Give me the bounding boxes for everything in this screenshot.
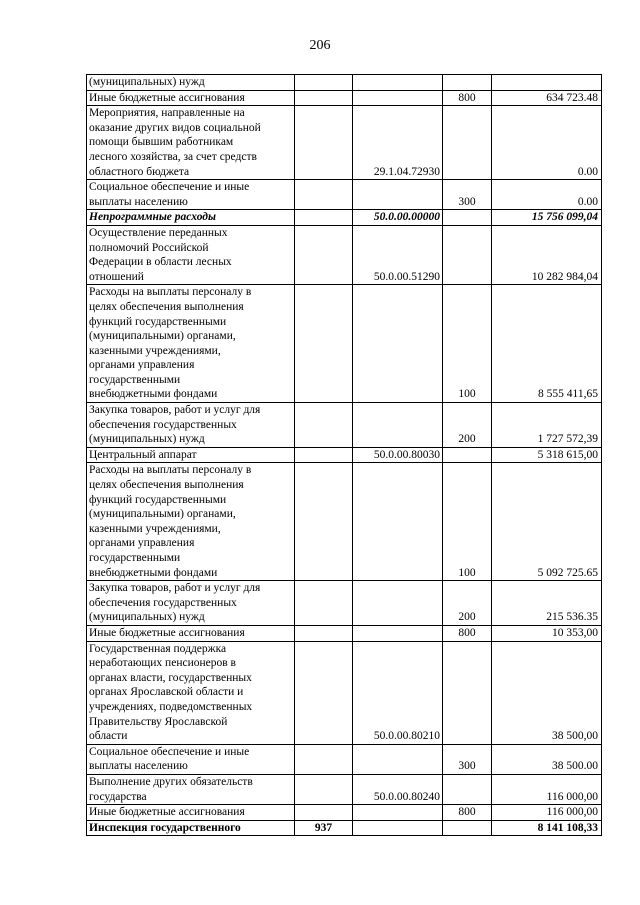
row-amount-cell: 38 500,00 [492, 641, 602, 744]
table-row [87, 210, 602, 226]
row-code-cell: 50.0.00.00000 [353, 210, 443, 226]
row-name-cell: (муниципальных) нужд [87, 75, 295, 91]
table-row [87, 805, 602, 821]
row-name-cell: Иные бюджетные ассигнования [87, 805, 295, 821]
row-amount-cell: 116 000,00 [492, 805, 602, 821]
table-row [87, 581, 602, 626]
row-amount-cell: 215 536.35 [492, 581, 602, 626]
row-amount-cell: 0.00 [492, 180, 602, 210]
row-type-cell: 300 [443, 744, 492, 774]
row-type-cell [443, 225, 492, 284]
row-type-cell: 800 [443, 90, 492, 106]
row-name-cell: Мероприятия, направленные на оказание других видов социальной помощи бывшим работникам лесного хозяйства, за счет средств областного бюджета [87, 106, 295, 180]
row-type-cell [443, 447, 492, 463]
table-row [87, 225, 602, 284]
row-type-cell [443, 641, 492, 744]
row-dept-cell: 937 [295, 820, 353, 836]
table-row [87, 75, 602, 91]
row-code-cell [353, 744, 443, 774]
budget-table [86, 74, 602, 836]
row-name-cell: Иные бюджетные ассигнования [87, 90, 295, 106]
table-row [87, 90, 602, 106]
row-amount-cell: 8 141 108,33 [492, 820, 602, 836]
row-dept-cell [295, 285, 353, 403]
row-dept-cell [295, 805, 353, 821]
row-amount-cell: 5 318 615,00 [492, 447, 602, 463]
row-dept-cell [295, 180, 353, 210]
row-type-cell: 800 [443, 805, 492, 821]
table-row [87, 463, 602, 581]
row-amount-cell: 0.00 [492, 106, 602, 180]
row-code-cell: 50.0.00.51290 [353, 225, 443, 284]
table-row [87, 180, 602, 210]
row-code-cell [353, 285, 443, 403]
table-row [87, 403, 602, 448]
row-type-cell: 100 [443, 285, 492, 403]
row-name-cell: Расходы на выплаты персоналу в целях обеспечения выполнения функций государственными (муниципальными) органами, казенными учреждениями, органами управления государственными внебюджетными фондами [87, 463, 295, 581]
row-amount-cell: 38 500.00 [492, 744, 602, 774]
budget-table-body [87, 75, 602, 836]
row-code-cell [353, 820, 443, 836]
row-name-cell: Закупка товаров, работ и услуг для обеспечения государственных (муниципальных) нужд [87, 581, 295, 626]
row-type-cell [443, 774, 492, 804]
row-dept-cell [295, 447, 353, 463]
table-row [87, 744, 602, 774]
row-dept-cell [295, 641, 353, 744]
row-name-cell: Выполнение других обязательств государства [87, 774, 295, 804]
row-code-cell: 50.0.00.80240 [353, 774, 443, 804]
row-code-cell [353, 180, 443, 210]
row-amount-cell: 1 727 572,39 [492, 403, 602, 448]
row-type-cell: 100 [443, 463, 492, 581]
row-name-cell: Социальное обеспечение и иные выплаты населению [87, 744, 295, 774]
table-row [87, 625, 602, 641]
table-row [87, 447, 602, 463]
row-amount-cell: 8 555 411,65 [492, 285, 602, 403]
row-dept-cell [295, 106, 353, 180]
row-amount-cell: 5 092 725.65 [492, 463, 602, 581]
row-amount-cell: 116 000,00 [492, 774, 602, 804]
row-code-cell [353, 75, 443, 91]
row-code-cell: 50.0.00.80210 [353, 641, 443, 744]
table-row [87, 285, 602, 403]
row-type-cell: 200 [443, 403, 492, 448]
table-row [87, 774, 602, 804]
row-amount-cell: 634 723.48 [492, 90, 602, 106]
row-dept-cell [295, 581, 353, 626]
row-type-cell [443, 820, 492, 836]
row-name-cell: Центральный аппарат [87, 447, 295, 463]
row-dept-cell [295, 225, 353, 284]
table-row [87, 641, 602, 744]
row-dept-cell [295, 625, 353, 641]
row-dept-cell [295, 774, 353, 804]
row-dept-cell [295, 744, 353, 774]
row-name-cell: Закупка товаров, работ и услуг для обеспечения государственных (муниципальных) нужд [87, 403, 295, 448]
row-code-cell [353, 403, 443, 448]
row-dept-cell [295, 403, 353, 448]
row-amount-cell: 10 282 984,04 [492, 225, 602, 284]
row-name-cell: Социальное обеспечение и иные выплаты населению [87, 180, 295, 210]
row-code-cell [353, 625, 443, 641]
row-name-cell: Непрограммные расходы [87, 210, 295, 226]
row-dept-cell [295, 90, 353, 106]
row-dept-cell [295, 463, 353, 581]
row-type-cell [443, 106, 492, 180]
row-type-cell [443, 75, 492, 91]
row-dept-cell [295, 75, 353, 91]
row-name-cell: Государственная поддержка неработающих пенсионеров в органах власти, государственных органах Ярославской области и учреждениях, подведомственных Правительству Ярославской области [87, 641, 295, 744]
row-name-cell: Расходы на выплаты персоналу в целях обеспечения выполнения функций государственными (муниципальными) органами, казенными учреждениями, органами управления государственными внебюджетными фондами [87, 285, 295, 403]
row-type-cell [443, 210, 492, 226]
row-dept-cell [295, 210, 353, 226]
row-code-cell [353, 581, 443, 626]
row-code-cell [353, 90, 443, 106]
row-amount-cell [492, 75, 602, 91]
table-row [87, 820, 602, 836]
page-number: 206 [309, 38, 331, 53]
row-name-cell: Осуществление переданных полномочий Российской Федерации в области лесных отношений [87, 225, 295, 284]
row-name-cell: Иные бюджетные ассигнования [87, 625, 295, 641]
row-amount-cell: 10 353,00 [492, 625, 602, 641]
row-code-cell [353, 463, 443, 581]
row-type-cell: 200 [443, 581, 492, 626]
row-amount-cell: 15 756 099,04 [492, 210, 602, 226]
row-code-cell: 50.0.00.80030 [353, 447, 443, 463]
row-type-cell: 300 [443, 180, 492, 210]
row-type-cell: 800 [443, 625, 492, 641]
row-code-cell: 29.1.04.72930 [353, 106, 443, 180]
row-name-cell: Инспекция государственного [87, 820, 295, 836]
row-code-cell [353, 805, 443, 821]
table-row [87, 106, 602, 180]
